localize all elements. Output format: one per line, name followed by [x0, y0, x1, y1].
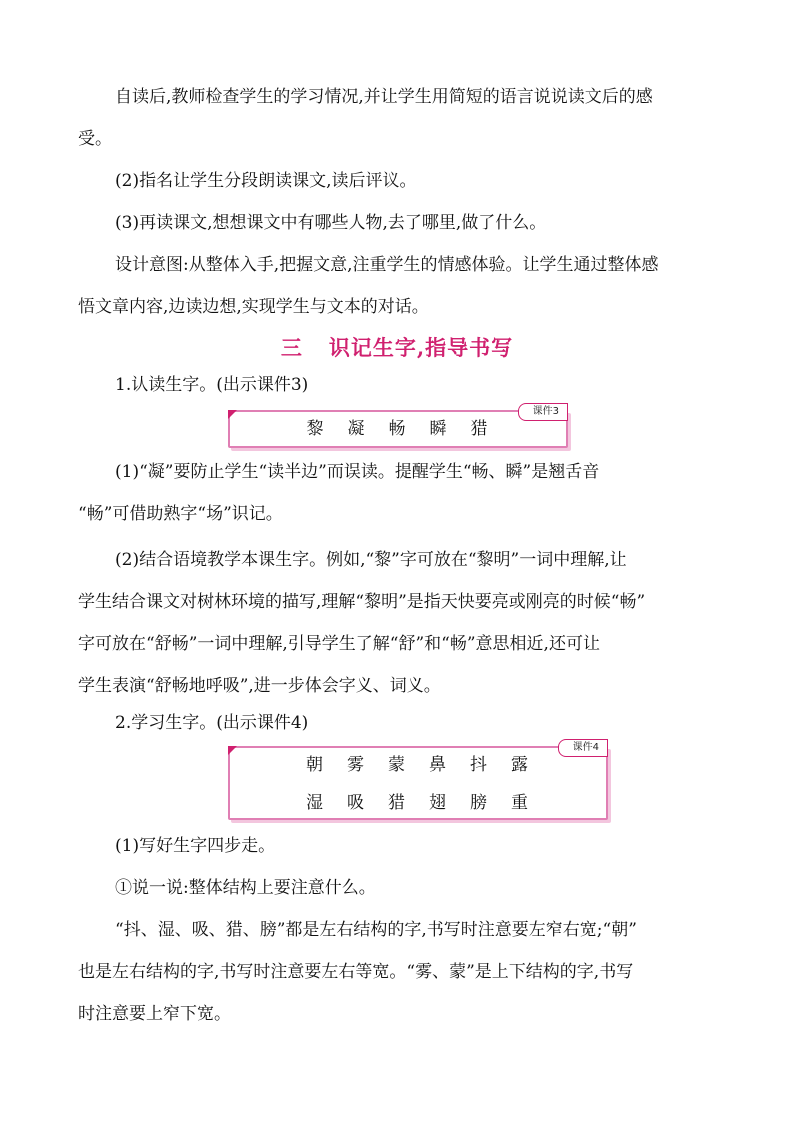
body-line: 悟文章内容,边读边想,实现学生与文本的对话。 [78, 297, 429, 317]
char: 翅 [429, 793, 448, 813]
card-tag: 课件3 [518, 403, 568, 421]
char: 猎 [388, 793, 407, 813]
char: 朝 [306, 755, 325, 775]
body-line: 设计意图:从整体入手,把握文意,注重学生的情感体验。让学生通过整体感 [115, 255, 659, 275]
body-line: 受。 [78, 129, 112, 149]
body-line: “畅”可借助熟字“场”识记。 [78, 504, 283, 524]
courseware-card-4 [228, 742, 608, 820]
char-row [230, 754, 606, 776]
body-line: (1)“凝”要防止学生“读半边”而误读。提醒学生“畅、瞬”是翘舌音 [115, 462, 600, 482]
char: 吸 [347, 793, 366, 813]
body-line: ①说一说:整体结构上要注意什么。 [115, 878, 376, 898]
char: 猎 [470, 419, 490, 439]
char: 蒙 [388, 755, 407, 775]
body-line: (3)再读课文,想想课文中有哪些人物,去了哪里,做了什么。 [115, 213, 547, 233]
body-line: 学生表演“舒畅地呼吸”,进一步体会字义、词义。 [78, 676, 441, 696]
char: 瞬 [429, 419, 449, 439]
section1-title: 1.认读生字。(出示课件3) [115, 375, 309, 395]
char: 重 [511, 793, 530, 813]
section-heading [0, 333, 794, 363]
body-line: (2)结合语境教学本课生字。例如,“黎”字可放在“黎明”一词中理解,让 [115, 550, 627, 570]
char-row [230, 792, 606, 814]
char: 抖 [470, 755, 489, 775]
char: 黎 [306, 419, 326, 439]
card-corner-mark [228, 410, 237, 419]
body-line: 自读后,教师检查学生的学习情况,并让学生用简短的语言说说读文后的感 [115, 87, 653, 107]
body-line: 也是左右结构的字,书写时注意要左右等宽。“雾、蒙”是上下结构的字,书写 [78, 962, 634, 982]
char-row [230, 419, 566, 439]
heading-title: 识记生字,指导书写 [328, 335, 514, 360]
body-line: 字可放在“舒畅”一词中理解,引导学生了解“舒”和“畅”意思相近,还可让 [78, 634, 600, 654]
char: 凝 [347, 419, 367, 439]
body-line: 学生结合课文对树林环境的描写,理解“黎明”是指天快要亮或刚亮的时候“畅” [78, 592, 646, 612]
char: 露 [511, 755, 530, 775]
card-tag: 课件4 [558, 739, 608, 757]
char: 雾 [347, 755, 366, 775]
courseware-card-3 [228, 406, 568, 448]
char: 鼻 [429, 755, 448, 775]
char: 膀 [470, 793, 489, 813]
body-line: (1)写好生字四步走。 [115, 836, 276, 856]
body-line: 时注意要上窄下宽。 [78, 1004, 231, 1024]
char: 畅 [388, 419, 408, 439]
section2-title: 2.学习生字。(出示课件4) [115, 713, 309, 733]
body-line: (2)指名让学生分段朗读课文,读后评议。 [115, 171, 417, 191]
char: 湿 [306, 793, 325, 813]
body-line: “抖、湿、吸、猎、膀”都是左右结构的字,书写时注意要左窄右宽;“朝” [115, 920, 637, 940]
heading-number: 三 [280, 335, 303, 360]
